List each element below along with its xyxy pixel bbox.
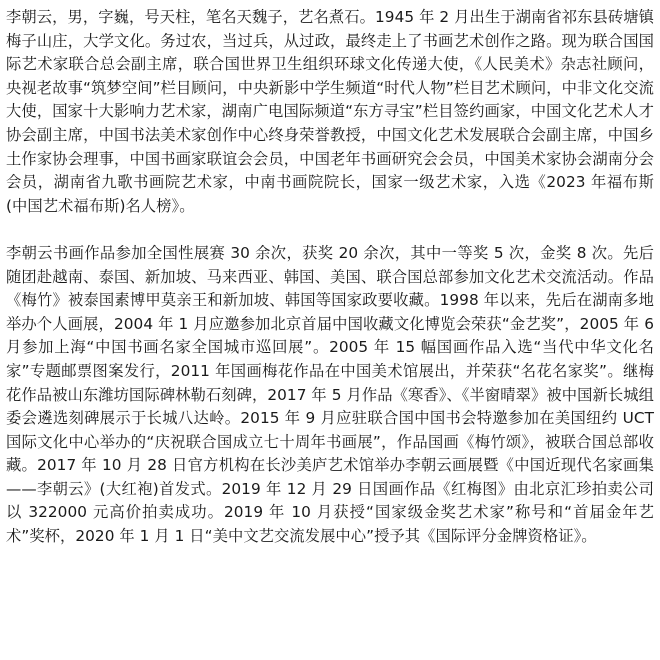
biography-paragraph: 李朝云，男，字巍，号天柱，笔名天魏子，艺名煮石。1945 年 2 月出生于湖南省祁东县砖塘镇梅子山庄，大学文化。务过农，当过兵，从过政，最终走上了书画艺术创作之路。现为联合国国际艺术家联合总会副主席，联合国世界卫生组织环球文化传递大使，《人民美术》杂志社顾问，央视老故事“筑梦空间”栏目顾问，中央新影中学生频道“时代人物”栏目艺术顾问，中非文化交流大使，国家十大影响力艺术家，湖南广电国际频道“东方寻宝”栏目签约画家，中国文化艺术人才协会副主席，中国书法美术家创作中心终身荣誉教授，中国文化艺术发展联合会副主席，中国乡土作家协会理事，中国书画家联谊会会员，中国老年书画研究会会员，中国美术家协会湖南分会会员，湖南省九歌书画院艺术家，中南书画院院长，国家一级艺术家，入选《2023 年福布斯(中国艺术福布斯)名人榜》。 — [6, 8, 654, 215]
achievements-paragraph: 李朝云书画作品参加全国性展赛 30 余次，获奖 20 余次，其中一等奖 5 次，金奖 8 次。先后随团赴越南、泰国、新加坡、马来西亚、韩国、美国、联合国总部参加文化艺术交流活动。作品《梅竹》被泰国素博甲莫亲王和新加坡、韩国等国家政要收藏。1998 年以来，先后在湖南多地举办个人画展，2004 年 1 月应邀参加北京首届中国收藏文化博览会荣获“金艺奖”，2005 年 6 月参加上海“中国书画名家全国城市巡回展”。2005 年 15 幅国画作品入选“当代中华文化名家”专题邮票图案发行，2011 年国画梅花作品在中国美术馆展出，并荣获“名花名家奖”。继梅花作品被山东潍坊国际碑林勒石刻碑，2017 年 5 月作品《寒香》、《半窗晴翠》被中国新长城组委会遴选刻碑展示于长城八达岭。2015 年 9 月应驻联合国中国书会特邀参加在美国纽约 UCT 国际文化中心举办的“庆祝联合国成立七十周年书画展”，作品国画《梅竹颂》，被联合国总部收藏。2017 年 10 月 28 日官方机构在长沙美庐艺术馆举办李朝云画展暨《中国近现代名家画集——李朝云》(大红袍)首发式。2019 年 12 月 29 日国画作品《红梅图》由北京汇珍拍卖公司以 322000 元高价拍卖成功。2019 年 10 月获授“国家级金奖艺术家”称号和“首届金年艺术”奖杯，2020 年 1 月 1 日“美中文艺交流发展中心”授予其《国际评分金牌资格证》。 — [6, 243, 654, 546]
